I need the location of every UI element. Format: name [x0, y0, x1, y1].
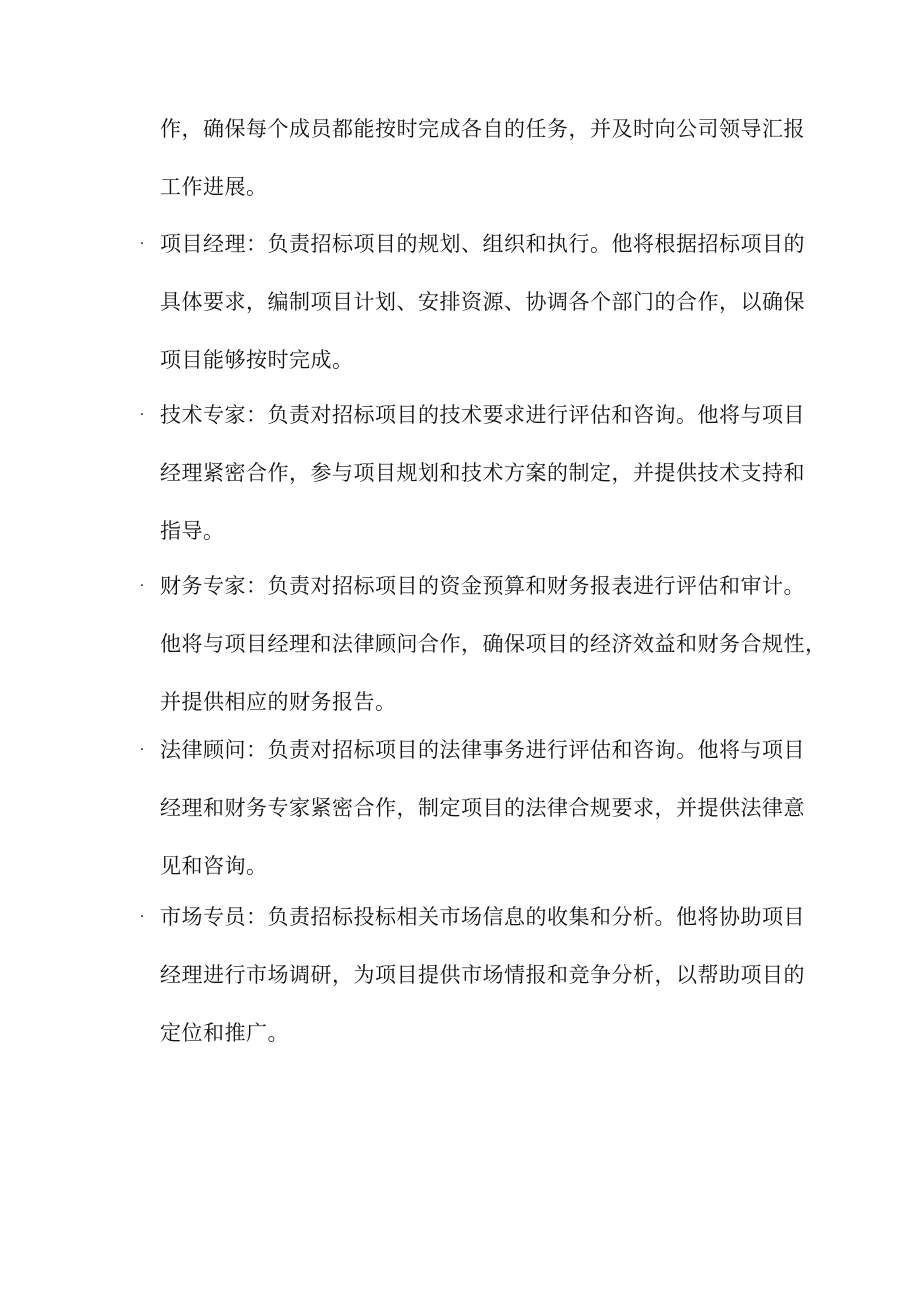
bullet-marker: · — [139, 742, 145, 758]
list-item-market-specialist — [160, 888, 840, 1062]
paragraph-line: 定位和推广。 — [160, 1021, 289, 1045]
continuation-paragraph — [160, 100, 840, 216]
list-item-finance-expert — [160, 557, 840, 731]
paragraph-line: 指导。 — [160, 519, 225, 543]
paragraph-line: 经理紧密合作，参与项目规划和技术方案的制定，并提供技术支持和 — [160, 461, 805, 485]
bullet-marker: · — [139, 578, 145, 594]
paragraph-line: 工作进展。 — [160, 175, 268, 199]
paragraph-line: 技术专家：负责对招标项目的技术要求进行评估和咨询。他将与项目 — [160, 403, 805, 427]
paragraph-line: 具体要求，编制项目计划、安排资源、协调各个部门的合作，以确保 — [160, 290, 805, 314]
paragraph-line: 项目经理：负责招标项目的规划、组织和执行。他将根据招标项目的 — [160, 232, 805, 256]
bullet-marker: · — [139, 407, 145, 423]
bullet-marker: · — [139, 909, 145, 925]
paragraph-line: 经理进行市场调研，为项目提供市场情报和竞争分析，以帮助项目的 — [160, 963, 805, 987]
paragraph-line: 作，确保每个成员都能按时完成各自的任务，并及时向公司领导汇报 — [160, 117, 805, 141]
list-item-technical-expert — [160, 386, 840, 560]
paragraph-line: 项目能够按时完成。 — [160, 348, 354, 372]
paragraph-line: 他将与项目经理和法律顾问合作，确保项目的经济效益和财务合规性， — [160, 632, 827, 656]
paragraph-line: 法律顾问：负责对招标项目的法律事务进行评估和咨询。他将与项目 — [160, 738, 805, 762]
paragraph-line: 市场专员：负责招标投标相关市场信息的收集和分析。他将协助项目 — [160, 905, 805, 929]
paragraph-line: 财务专家：负责对招标项目的资金预算和财务报表进行评估和审计。 — [160, 574, 805, 598]
bullet-marker: · — [139, 236, 145, 252]
paragraph-line: 见和咨询。 — [160, 854, 268, 878]
paragraph-line: 经理和财务专家紧密合作，制定项目的法律合规要求，并提供法律意 — [160, 796, 805, 820]
paragraph-line: 并提供相应的财务报告。 — [160, 690, 397, 714]
list-item-legal-advisor — [160, 721, 840, 895]
list-item-project-manager — [160, 215, 840, 389]
